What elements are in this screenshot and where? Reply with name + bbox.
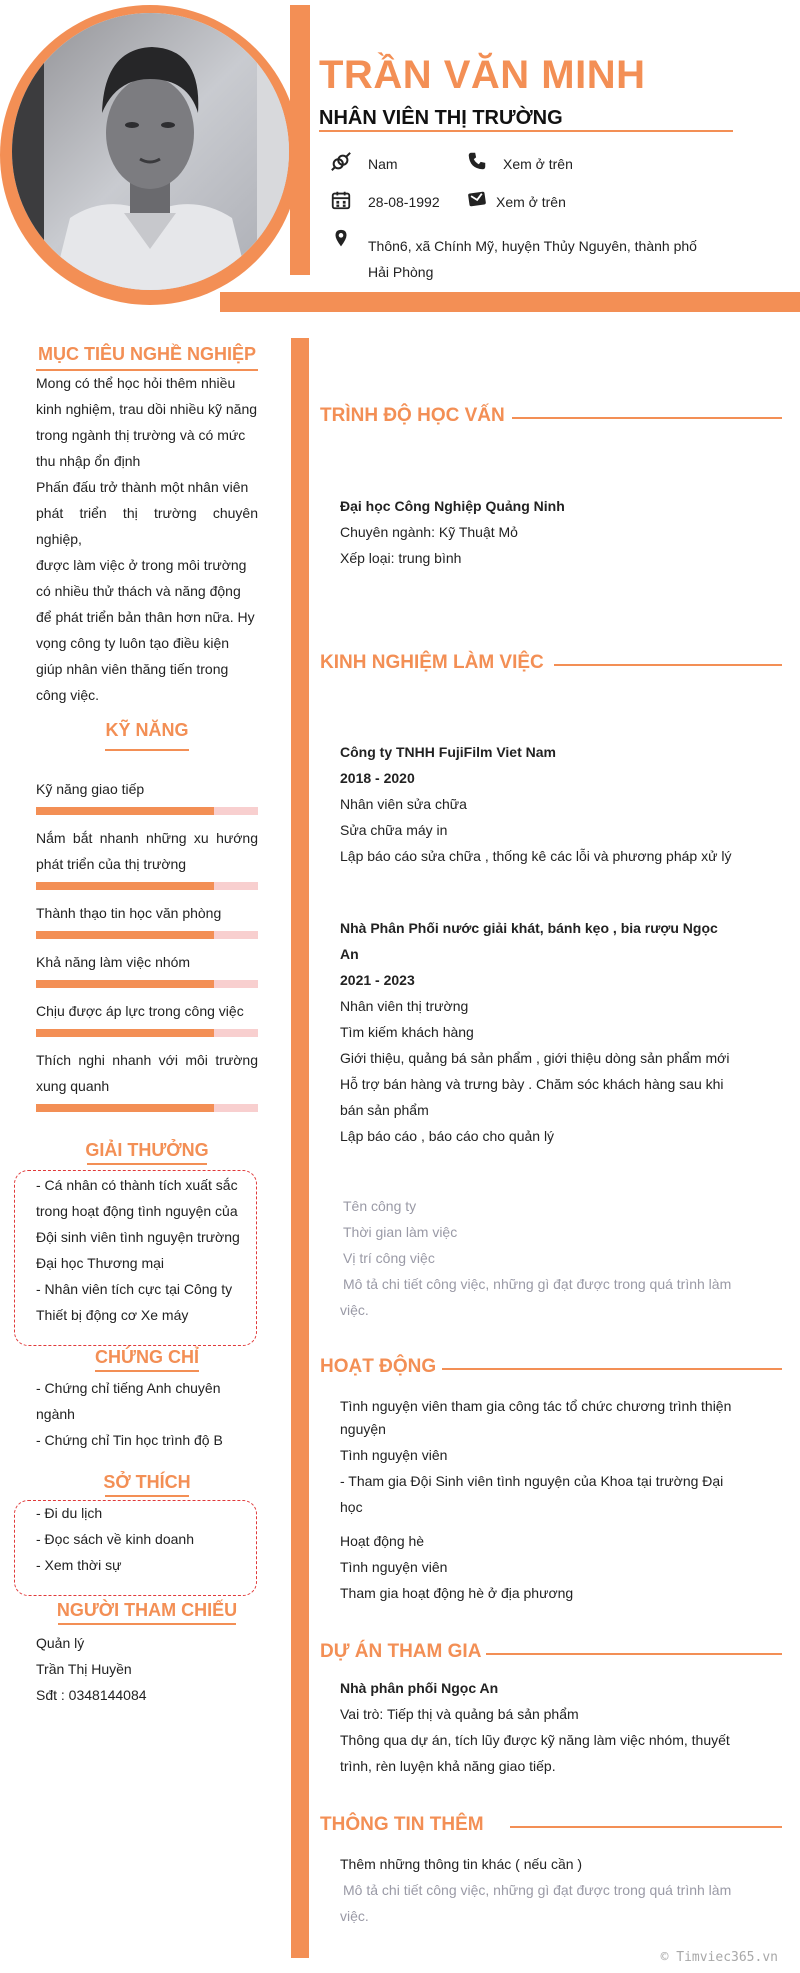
activity-line: Tham gia hoạt động hè ở địa phương xyxy=(340,1585,574,1601)
skill-label: Thích nghi nhanh với môi trường xung quanh xyxy=(36,1052,258,1094)
placeholder-desc: việc. xyxy=(340,1302,369,1318)
text-line: được làm việc ở trong môi trường xyxy=(36,557,247,573)
projects-block xyxy=(340,1675,732,1779)
hobbies-section xyxy=(36,1472,258,1497)
placeholder-position: Vị trí công việc xyxy=(343,1250,435,1266)
career-goal-section xyxy=(36,344,258,371)
gender-icon xyxy=(330,151,352,173)
skill-label: Khả năng làm việc nhóm xyxy=(36,954,191,970)
location-icon xyxy=(330,228,352,250)
job-line: Giới thiệu, quảng bá sản phẩm , giới thiệu dòng sản phẩm mới xyxy=(340,1050,730,1066)
grade: Xếp loại: trung bình xyxy=(340,550,462,566)
text-line: thu nhập ổn định xyxy=(36,453,141,469)
phone-value: Xem ở trên xyxy=(503,156,573,172)
skill-bar-fill xyxy=(36,807,214,815)
projects-title-line xyxy=(486,1653,782,1655)
text-line: Sđt : 0348144084 xyxy=(36,1687,147,1703)
header-accent-bar xyxy=(290,5,310,275)
candidate-name: TRẦN VĂN MINH xyxy=(319,53,646,97)
text-line: Đội sinh viên tình nguyện trường xyxy=(36,1229,240,1245)
references-text xyxy=(36,1630,258,1708)
activities-block xyxy=(340,1393,732,1606)
job-entry xyxy=(340,915,732,1149)
text-line: kinh nghiệm, trau dồi nhiều kỹ năng xyxy=(36,401,258,417)
gender-value: Nam xyxy=(368,156,398,172)
extra-info-title-line xyxy=(510,1826,782,1828)
skill-label: Thành thạo tin học văn phòng xyxy=(36,905,222,921)
birthday-value: 28-08-1992 xyxy=(368,194,440,210)
text-line: để phát triển bản thân hơn nữa. Hy xyxy=(36,609,255,625)
email-value: Xem ở trên xyxy=(496,194,566,210)
header-accent-band xyxy=(220,292,800,312)
skill-item xyxy=(36,998,258,1024)
skill-item xyxy=(36,776,258,802)
job-company: Nhà Phân Phối nước giải khát, bánh kẹo , bia rượu Ngọc xyxy=(340,920,718,936)
awards-text xyxy=(36,1172,258,1328)
job-entry xyxy=(340,739,732,869)
project-line: Thông qua dự án, tích lũy được kỹ năng làm việc nhóm, thuyết xyxy=(340,1732,730,1748)
avatar xyxy=(12,13,289,290)
skill-bar-fill xyxy=(36,1104,214,1112)
skills-section xyxy=(36,720,258,751)
address-line: Thôn6, xã Chính Mỹ, huyện Thủy Nguyên, thành phố xyxy=(368,238,697,254)
activity-line: Tình nguyện viên tham gia công tác tổ chức chương trình thiện xyxy=(340,1398,732,1414)
skill-bar-fill xyxy=(36,882,214,890)
extra-line: Thêm những thông tin khác ( nếu cần ) xyxy=(340,1856,583,1872)
certificates-section xyxy=(36,1347,258,1372)
extra-desc: Mô tả chi tiết công việc, những gì đạt được trong quá trình làm xyxy=(343,1882,732,1898)
job-line: Hỗ trợ bán hàng và trưng bày . Chăm sóc khách hàng sau khi xyxy=(340,1076,724,1092)
skill-item xyxy=(36,949,258,975)
text-line: - Chứng chỉ tiếng Anh chuyên xyxy=(36,1380,221,1396)
text-line: có nhiều thử thách và năng động xyxy=(36,583,241,599)
skill-item xyxy=(36,900,258,926)
hobbies-text xyxy=(36,1500,258,1578)
activity-line: - Tham gia Đội Sinh viên tình nguyện của Khoa tại trường Đại xyxy=(340,1473,724,1489)
job-line: Nhân viên thị trường xyxy=(340,998,469,1014)
project-line: trình, rèn luyện khả năng giao tiếp. xyxy=(340,1758,556,1774)
references-section xyxy=(36,1600,258,1625)
calendar-icon xyxy=(330,189,352,211)
text-line: Mong có thể học hỏi thêm nhiều xyxy=(36,375,236,391)
activities-title: HOẠT ĐỘNG xyxy=(320,1356,437,1377)
skill-label: Chịu được áp lực trong công việc xyxy=(36,1003,244,1019)
activity-line: học xyxy=(340,1499,363,1515)
education-title-line xyxy=(512,417,782,419)
placeholder-company: Tên công ty xyxy=(343,1198,417,1214)
job-line: Tìm kiếm khách hàng xyxy=(340,1024,474,1040)
activity-line: Hoạt động hè xyxy=(340,1533,425,1549)
skill-bar xyxy=(36,1029,258,1037)
awards-section xyxy=(36,1140,258,1165)
text-line: - Nhân viên tích cực tại Công ty xyxy=(36,1281,233,1297)
text-line: Thiết bị động cơ Xe máy xyxy=(36,1307,189,1323)
activities-title-line xyxy=(442,1368,782,1370)
education-block xyxy=(340,493,732,571)
text-line: giúp nhân viên thăng tiến trong xyxy=(36,661,229,677)
text-line: - Đọc sách về kinh doanh xyxy=(36,1531,194,1547)
text-line: Phấn đấu trở thành một nhân viên xyxy=(36,479,249,495)
project-name: Nhà phân phối Ngọc An xyxy=(340,1680,499,1696)
text-line: công việc. xyxy=(36,687,100,703)
hobbies-underline xyxy=(105,1495,189,1497)
job-company: An xyxy=(340,946,359,962)
text-line: Trần Thị Huyền xyxy=(36,1661,132,1677)
projects-title: DỰ ÁN THAM GIA xyxy=(320,1641,482,1662)
text-line: trong hoạt động tình nguyện của xyxy=(36,1203,238,1219)
job-title: NHÂN VIÊN THỊ TRƯỜNG xyxy=(319,107,563,129)
certificates-title: CHỨNG CHỈ xyxy=(95,1347,199,1367)
column-divider xyxy=(291,338,309,1958)
job-period: 2021 - 2023 xyxy=(340,972,415,988)
address-line: Hải Phòng xyxy=(368,264,434,280)
references-underline xyxy=(58,1623,236,1625)
extra-info-title: THÔNG TIN THÊM xyxy=(320,1814,484,1835)
activity-line: Tình nguyện viên xyxy=(340,1447,448,1463)
skill-bar-fill xyxy=(36,1029,214,1037)
job-line: bán sản phẩm xyxy=(340,1102,429,1118)
extra-info-block xyxy=(340,1851,732,1929)
hobbies-title: SỞ THÍCH xyxy=(103,1472,191,1492)
text-line: - Xem thời sự xyxy=(36,1557,122,1573)
job-company: Công ty TNHH FujiFilm Viet Nam xyxy=(340,744,556,760)
school-name: Đại học Công Nghiệp Quảng Ninh xyxy=(340,498,565,514)
skills-underline xyxy=(105,749,189,751)
skills-title: KỸ NĂNG xyxy=(105,720,189,740)
text-line: trong ngành thị trường và có mức xyxy=(36,427,246,443)
activity-line: nguyện xyxy=(340,1421,386,1437)
text-line: vọng công ty luôn tạo điều kiện xyxy=(36,635,230,651)
phone-icon xyxy=(466,150,488,172)
career-goal-title: MỤC TIÊU NGHỀ NGHIỆP xyxy=(37,344,256,364)
skill-label: Kỹ năng giao tiếp xyxy=(36,781,145,797)
skill-bar xyxy=(36,1104,258,1112)
skill-bar xyxy=(36,882,258,890)
certificates-underline xyxy=(95,1370,199,1372)
job-line: Lập báo cáo , báo cáo cho quản lý xyxy=(340,1128,555,1144)
skill-label: Nắm bắt nhanh những xu hướng phát triển của thị trường xyxy=(36,830,258,872)
email-icon xyxy=(466,188,488,210)
watermark: © Timviec365.vn xyxy=(660,1950,778,1965)
text-line: - Đi du lịch xyxy=(36,1505,103,1521)
placeholder-period: Thời gian làm việc xyxy=(343,1224,458,1240)
job-line: Lập báo cáo sửa chữa , thống kê các lỗi và phương pháp xử lý xyxy=(340,848,732,864)
skill-bar xyxy=(36,931,258,939)
skill-bar-fill xyxy=(36,980,214,988)
text-line: - Cá nhân có thành tích xuất sắc xyxy=(36,1177,238,1193)
skill-bar xyxy=(36,807,258,815)
address-value xyxy=(368,233,697,285)
skill-bar xyxy=(36,980,258,988)
skill-item xyxy=(36,825,258,877)
skill-item xyxy=(36,1047,258,1099)
portrait-photo xyxy=(12,13,289,290)
placeholder-desc: Mô tả chi tiết công việc, những gì đạt được trong quá trình làm xyxy=(343,1276,732,1292)
job-title-underline xyxy=(319,130,733,132)
career-goal-text xyxy=(36,370,258,708)
major: Chuyên ngành: Kỹ Thuật Mỏ xyxy=(340,524,518,540)
certificates-text xyxy=(36,1375,258,1453)
activity-line: Tình nguyện viên xyxy=(340,1559,448,1575)
awards-title: GIẢI THƯỞNG xyxy=(85,1140,209,1160)
job-placeholder xyxy=(340,1193,732,1323)
project-line: Vai trò: Tiếp thị và quảng bá sản phẩm xyxy=(340,1706,579,1722)
text-line: Đại học Thương mại xyxy=(36,1255,165,1271)
job-line: Nhân viên sửa chữa xyxy=(340,796,467,812)
awards-underline xyxy=(87,1163,207,1165)
text-line: phát triển thị trường chuyên nghiệp, xyxy=(36,505,258,547)
education-title: TRÌNH ĐỘ HỌC VẤN xyxy=(320,405,505,426)
job-line: Sửa chữa máy in xyxy=(340,822,448,838)
skill-bar-fill xyxy=(36,931,214,939)
job-period: 2018 - 2020 xyxy=(340,770,415,786)
text-line: Quản lý xyxy=(36,1635,85,1651)
references-title: NGƯỜI THAM CHIẾU xyxy=(56,1600,238,1620)
extra-desc: việc. xyxy=(340,1908,369,1924)
experience-title: KINH NGHIỆM LÀM VIỆC xyxy=(320,652,544,673)
text-line: - Chứng chỉ Tin học trình độ B xyxy=(36,1432,223,1448)
experience-title-line xyxy=(554,664,782,666)
text-line: ngành xyxy=(36,1406,75,1422)
